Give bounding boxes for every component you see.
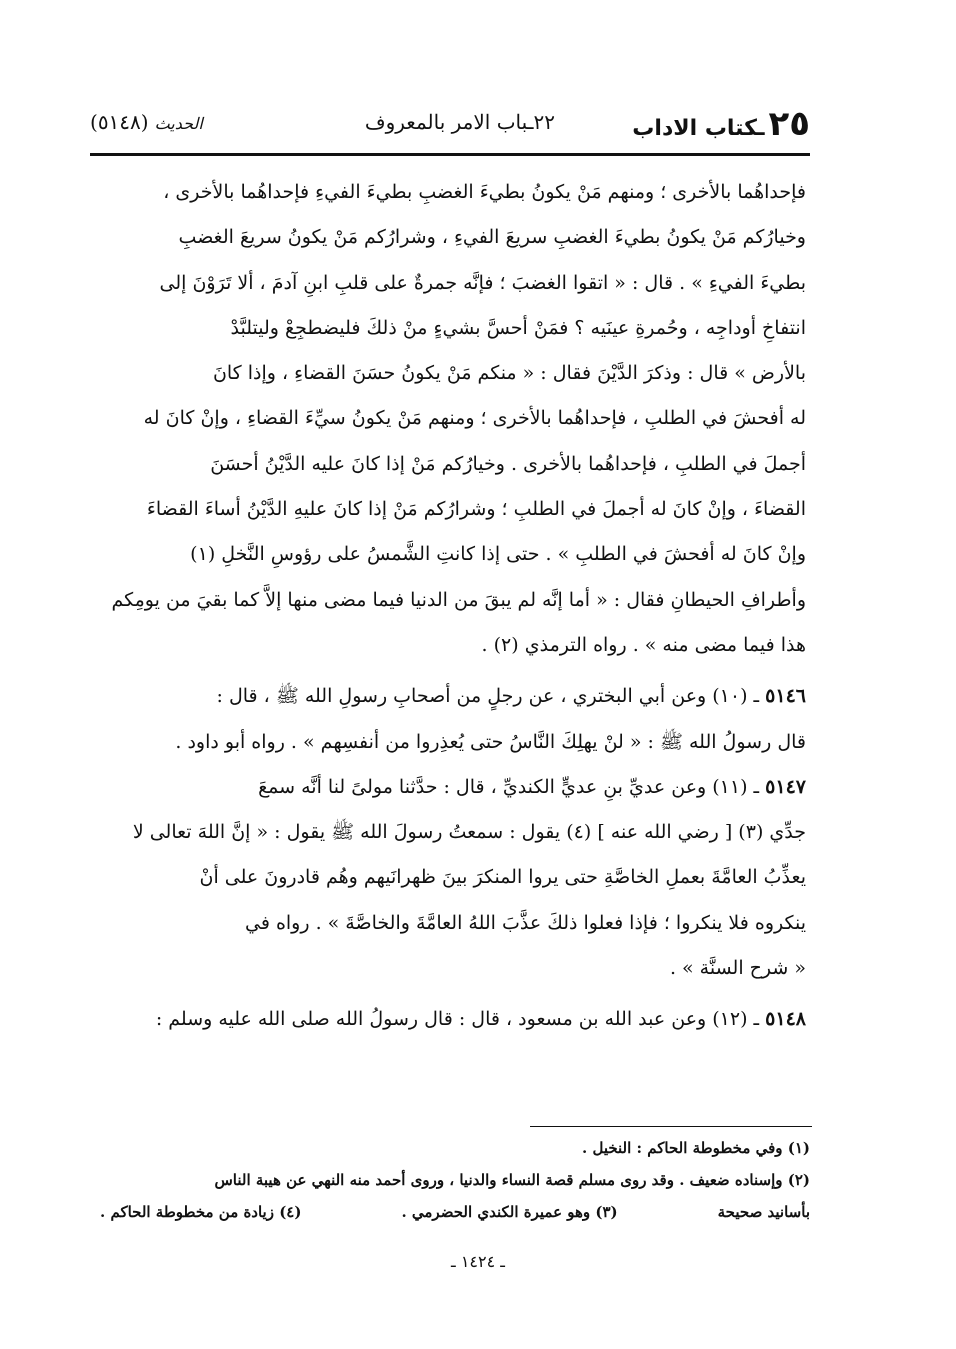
hadith-number: ٥١٤٨ (765, 1008, 806, 1031)
footnote-1: (١) وفي مخطوطة الحاكم : النخيل . (582, 1139, 810, 1157)
text-line: بالأرض » قال : وذكرَ الدَّيْنَ فقال : « منكم مَنْ يكونُ حسَنَ القضاءِ ، وإذا كانَ (212, 362, 806, 385)
hadith-text: ـ (١١) وعن عديِّ بنِ عديٍّ الكنديِّ ، قال : حدَّثنا مولىً لنا أنَّه سمعَ (258, 775, 760, 798)
text-line: القضاءَ ، وإنْ كانَ له أجملَ في الطلبِ ؛ وشرارُكم مَنْ إذا كانَ عليهِ الدَّيْنُ أساءَ القضاءَ (146, 498, 806, 521)
hadith-label: الحديث (154, 114, 203, 133)
hadith-5147-line (96, 765, 806, 810)
page-header (90, 100, 810, 150)
book-title: ـكتاب الاداب (632, 116, 765, 141)
footnote-divider (530, 1126, 812, 1127)
footnote-3: (٣) وهو عميرة الكندي الحضرمي . (401, 1203, 618, 1221)
text-line: فإحداهُما بالأخرى ؛ ومنهم مَنْ يكونُ بطيءَ الغضبِ بطيءَ الفيءِ فإحداهُما بالأخرى ، (163, 181, 806, 203)
hadith-text: ـ (١٢) وعن عبد الله بن مسعود ، قال : قال رسولُ الله صلى الله عليه وسلم : (155, 1008, 760, 1031)
hadith-5146-line (96, 674, 806, 719)
hadith-range-number: (٥١٤٨) (90, 110, 149, 134)
book-number: ٢٥ (768, 104, 810, 144)
footnote-2-continued: بأسانيد صحيحة (717, 1203, 810, 1221)
footnote-row (100, 1196, 810, 1228)
hadith-range (90, 110, 203, 134)
text-line: يعذِّبُ العامَّةَ بعملِ الخاصَّةِ حتى يروا المنكرَ بينَ ظهرانَيهم وهُم قادرونَ على أنْ (199, 866, 806, 889)
text-line: وخيارُكم مَنْ يكونُ بطيءَ الغضبِ سريعَ الفيءِ ، وشرارُكم مَنْ يكونُ سريعَ الغضبِ (178, 226, 806, 249)
text-line: ينكروه فلا ينكروا ؛ فإذا فعلوا ذلكَ عذَّبَ اللهُ العامَّةَ والخاصَّةَ » . رواه في (244, 911, 806, 934)
text-line: وإنْ كانَ له أفحشَ في الطلبِ » . حتى إذا كانتِ الشَّمسُ على رؤوسِ النَّخلِ (١) (190, 543, 806, 566)
text-line: وأطرافِ الحيطانِ فقال : « أما إنَّه لم يبقَ من الدنيا فيما مضى منها إلاَّ كما بقيَ من يومِكم (111, 588, 806, 611)
header-divider (90, 153, 810, 156)
footnote-4: (٤) زيادة من مخطوطة الحاكم . (100, 1203, 302, 1221)
hadith-text: ـ (١٠) وعن أبي البختري ، عن رجلٍ من أصحابِ رسولِ الله ﷺ ، قال : (216, 685, 760, 708)
hadith-number: ٥١٤٦ (765, 685, 806, 708)
footnote-2: (٢) وإسناده ضعيف . وقد روى مسلم قصة النساء والدنيا ، وروى أحمد منه النهي عن هيبة الناس (214, 1171, 810, 1189)
chapter-title: ٢٢ـباب الامر بالمعروف (364, 110, 555, 134)
main-text (96, 170, 806, 1043)
book-heading (632, 104, 810, 144)
text-line: هذا فيما مضى منه » . رواه الترمذي (٢) . (481, 633, 806, 656)
text-line: له أفحشَ في الطلبِ ، فإحداهُما بالأخرى ؛ ومنهم مَنْ يكونُ سيِّءَ القضاءِ ، وإنْ كانَ له (143, 407, 806, 430)
text-line: قال رسولُ الله ﷺ : « لنْ يهلِكَ النَّاسُ حتى يُعذِروا من أنفسِهم » . رواه أبو داود . (175, 730, 806, 753)
text-line: « شرح السنَّة » . (669, 957, 806, 980)
hadith-number: ٥١٤٧ (765, 775, 806, 798)
hadith-5148-line (96, 997, 806, 1042)
footnotes (100, 1132, 810, 1228)
text-line: انتفاخِ أوداجِه ، وحُمرةِ عينَيه ؟ فمَنْ أحسَّ بشيءٍ منْ ذلكَ فليضطجِعْ وليتلبَّدْ (230, 316, 806, 339)
text-line: جدِّي (٣) [ رضي الله عنه ] (٤) يقول : سمعتُ رسولَ الله ﷺ يقول : « إنَّ اللهَ تعالى لا (132, 821, 806, 844)
text-line: بطيءَ الفيءِ » . قال : « اتقوا الغضبَ ؛ فإنَّه جمرةٌ على قلبِ ابنِ آدمَ ، ألا تَرَوْنَ إلى (159, 271, 806, 294)
page-number: ـ ١٤٢٤ ـ (451, 1252, 505, 1271)
text-line: أجملَ في الطلبِ ، فإحداهُما بالأخرى . وخيارُكم مَنْ إذا كانَ عليه الدَّيْنُ أحسَنَ (210, 452, 806, 475)
